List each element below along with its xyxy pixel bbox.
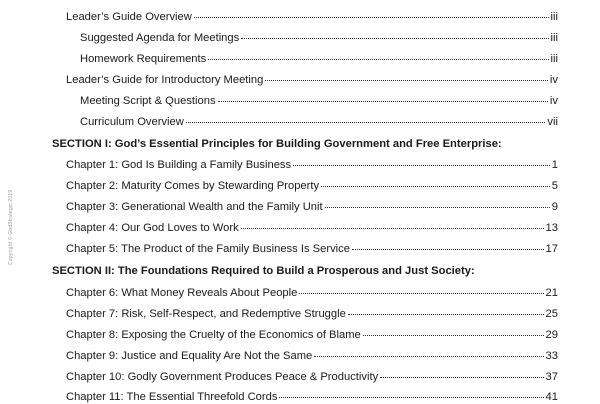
dot-leader [208, 58, 548, 60]
dot-leader [241, 227, 544, 229]
toc-entry-page: 17 [545, 243, 558, 255]
toc-entry-chapter-7[interactable] [66, 307, 558, 321]
toc-entry-page: iii [550, 11, 558, 23]
dot-leader [265, 79, 548, 81]
toc-entry-page: 29 [545, 329, 558, 341]
toc-entry-page: 33 [545, 350, 558, 362]
toc-entry-chapter-4[interactable] [66, 221, 558, 235]
toc-entry-label: Chapter 7: Risk, Self-Respect, and Redemptive Struggle [66, 308, 346, 320]
dot-leader [314, 355, 543, 357]
toc-entry-chapter-1[interactable] [66, 158, 558, 172]
toc-entry-homework-requirements[interactable] [80, 52, 558, 66]
toc-entry-label: Chapter 8: Exposing the Cruelty of the Economics of Blame [66, 329, 361, 341]
toc-entry-page: vii [547, 116, 558, 128]
dot-leader [241, 37, 548, 39]
toc-entry-chapter-6[interactable] [66, 286, 558, 300]
toc-entry-label: Chapter 1: God Is Building a Family Business [66, 159, 292, 171]
dot-leader [380, 376, 543, 378]
toc-entry-page: 21 [545, 287, 558, 299]
toc-entry-page: 5 [551, 180, 558, 192]
toc-entry-label: Chapter 5: The Product of the Family Business Is Service [66, 243, 350, 255]
toc-entry-page: iv [549, 95, 558, 107]
toc-entry-label: Chapter 11: The Essential Threefold Cords [66, 391, 278, 403]
toc-entry-label: Leader’s Guide for Introductory Meeting [66, 74, 264, 86]
dot-leader [186, 121, 546, 123]
toc-entry-page: 41 [545, 391, 558, 403]
dot-leader [194, 16, 549, 18]
toc-entry-label: Suggested Agenda for Meetings [80, 32, 240, 44]
dot-leader [293, 164, 550, 166]
toc-entry-page: 9 [551, 201, 558, 213]
toc-entry-label: Meeting Script & Questions [80, 95, 216, 107]
dot-leader [321, 185, 550, 187]
toc-entry-chapter-8[interactable] [66, 328, 558, 342]
toc-entry-meeting-script[interactable] [80, 94, 558, 108]
toc-entry-label: Curriculum Overview [80, 116, 184, 128]
toc-entry-label: Chapter 4: Our God Loves to Work [66, 222, 239, 234]
dot-leader [299, 292, 543, 294]
toc-entry-page: 37 [545, 371, 558, 383]
toc-entry-page: iii [550, 32, 558, 44]
dot-leader [279, 396, 543, 398]
toc-entry-leaders-guide-overview[interactable] [66, 10, 558, 24]
dot-leader [218, 100, 548, 102]
toc-entry-label: Chapter 2: Maturity Comes by Stewarding Property [66, 180, 320, 192]
section-heading-1: SECTION I: God’s Essential Principles for Building Government and Free Enterprise: [52, 138, 502, 150]
dot-leader [363, 334, 544, 336]
toc-entry-label: Leader’s Guide Overview [66, 11, 192, 23]
toc-entry-page: 25 [545, 308, 558, 320]
copyright-notice: Copyright © GodStrategic 2019 [8, 189, 14, 265]
toc-entry-curriculum-overview[interactable] [80, 115, 558, 129]
toc-entry-page: 13 [545, 222, 558, 234]
toc-entry-label: Homework Requirements [80, 53, 207, 65]
toc-entry-label: Chapter 10: Godly Government Produces Peace & Productivity [66, 371, 379, 383]
toc-entry-chapter-9[interactable] [66, 349, 558, 363]
toc-entry-chapter-2[interactable] [66, 179, 558, 193]
toc-entry-chapter-3[interactable] [66, 200, 558, 214]
toc-entry-page: iv [549, 74, 558, 86]
toc-entry-page: 1 [551, 159, 558, 171]
toc-entry-label: Chapter 3: Generational Wealth and the Family Unit [66, 201, 323, 213]
section-heading-2: SECTION II: The Foundations Required to Build a Prosperous and Just Society: [52, 265, 475, 277]
toc-entry-chapter-11[interactable] [66, 390, 558, 404]
dot-leader [348, 313, 544, 315]
toc-entry-label: Chapter 6: What Money Reveals About People [66, 287, 298, 299]
toc-entry-label: Chapter 9: Justice and Equality Are Not the Same [66, 350, 313, 362]
dot-leader [352, 248, 544, 250]
toc-entry-suggested-agenda[interactable] [80, 31, 558, 45]
dot-leader [325, 206, 550, 208]
toc-entry-chapter-10[interactable] [66, 370, 558, 384]
toc-entry-page: iii [550, 53, 558, 65]
toc-entry-introductory-meeting[interactable] [66, 73, 558, 87]
toc-entry-chapter-5[interactable] [66, 242, 558, 256]
